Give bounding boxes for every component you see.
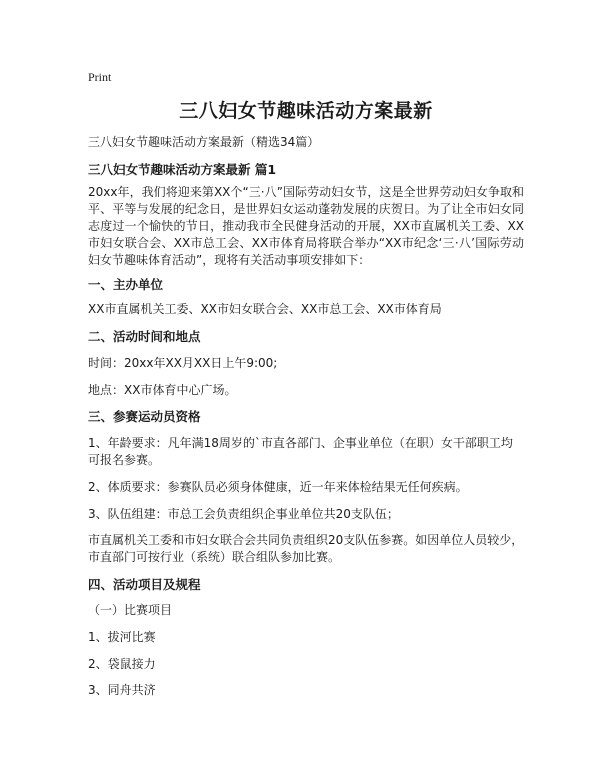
- qual-heading: 三、参赛运动员资格: [88, 409, 201, 424]
- qual-item-2: 2、体质要求：参赛队员必须身体健康，近一年来体检结果无任何疾病。: [88, 480, 468, 494]
- qual-item-3: 3、队伍组建：市总工会负责组织企事业单位共20支队伍；: [88, 507, 399, 521]
- time-text: 时间：20xx年XX月XX日上午9:00;: [88, 356, 278, 370]
- document-title: 三八妇女节趣味活动方案最新: [179, 100, 433, 122]
- time-heading: 二、活动时间和地点: [88, 329, 201, 344]
- item-1: 1、拔河比赛: [88, 630, 156, 644]
- items-subheading: （一）比赛项目: [88, 603, 173, 617]
- item-3: 3、同舟共济: [88, 683, 156, 697]
- qual-item-1: 1、年龄要求：凡年满18周岁的`市直各部门、企事业单位（在职）女干部职工均可报名参赛。: [88, 436, 513, 467]
- item-2: 2、袋鼠接力: [88, 657, 156, 671]
- qual-item-4: 市直属机关工委和市妇女联合会共同负责组织20支队伍参赛。如因单位人员较少，市直部门可按行业（系统）联合组队参加比赛。: [88, 533, 524, 564]
- host-text: XX市直属机关工委、XX市妇女联合会、XX市总工会、XX市体育局: [88, 302, 442, 316]
- article-title: 三八妇女节趣味活动方案最新 篇1: [88, 162, 277, 177]
- print-label: Print: [88, 70, 112, 84]
- items-heading: 四、活动项目及规程: [88, 577, 201, 592]
- intro-paragraph: 20xx年，我们将迎来第XX个“三·八”国际劳动妇女节，这是全世界劳动妇女争取和平、平等与发展的纪念日，是世界妇女运动蓬勃发展的庆贺日。为了让全市妇女同志度过一个愉快的节日，推动我市全民健身活动的开展，XX市直属机关工委、XX市妇女联合会、XX市总工会、XX市体育局将联合举办“XX市纪念‘三·八’国际劳动妇女节趣味体育活动”，现将有关活动事项安排如下：: [88, 185, 524, 267]
- host-heading: 一、主办单位: [88, 277, 164, 292]
- place-text: 地点：XX市体育中心广场。: [88, 383, 237, 397]
- document-subtitle: 三八妇女节趣味活动方案最新（精选34篇）: [88, 135, 320, 149]
